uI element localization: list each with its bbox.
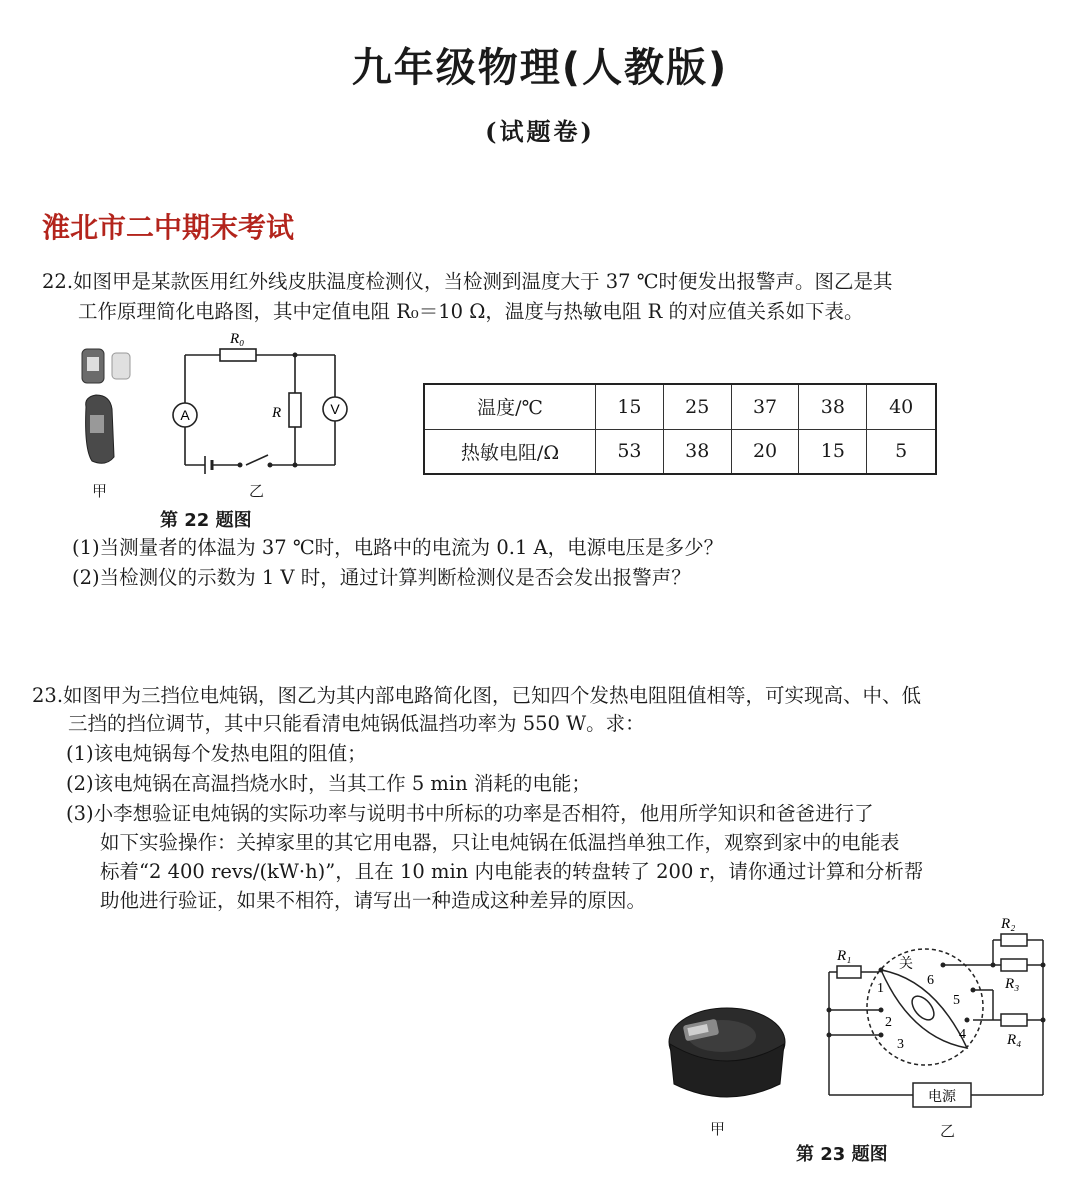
q22-sub1: (1)当测量者的体温为 37 ℃时，电路中的电流为 0.1 A，电源电压是多少？ (72, 536, 724, 559)
contact-4-label: 4 (959, 1027, 966, 1042)
r-label: R (272, 405, 282, 421)
r1-label: R₁ (837, 948, 852, 964)
contact-3-label: 3 (897, 1037, 904, 1052)
switch-contact-dot (268, 463, 273, 468)
q22-circuit-diagram (160, 325, 360, 475)
contact-2-label: 2 (885, 1015, 892, 1030)
voltmeter-label: V (330, 401, 340, 417)
table-cell: 20 (731, 429, 799, 474)
table-cell: 38 (663, 429, 731, 474)
q23-line2: 三挡的挡位调节，其中只能看清电炖锅低温挡功率为 550 W。求： (68, 712, 645, 735)
ammeter-label: A (180, 407, 190, 423)
contact-1-label: 1 (877, 981, 884, 996)
exam-name: 淮北市二中期末考试 (42, 211, 295, 244)
q23-figure-caption: 第 23 题图 (796, 1144, 888, 1165)
q23-line1: 23.如图甲为三挡位电炖锅，图乙为其内部电路简化图，已知四个发热电阻阻值相等，可实现高、中、低 (32, 684, 922, 707)
q22-figure-caption: 第 22 题图 (160, 510, 252, 531)
table-cell: 15 (596, 384, 664, 429)
rice-cooker-image (662, 992, 792, 1112)
resistance-temperature-table (423, 383, 937, 475)
table-cell: 15 (799, 429, 867, 474)
q22-line2: 工作原理简化电路图，其中定值电阻 R₀＝10 Ω，温度与热敏电阻 R 的对应值关系如下表。 (78, 300, 864, 323)
table-row (424, 384, 936, 429)
page-title: 九年级物理(人教版) (351, 45, 729, 91)
q23-sub3-line3: 标着“2 400 revs/(kW·h)”，且在 10 min 内电能表的转盘转了 200 r，请你通过计算和分析帮 (100, 860, 924, 883)
table-cell: 53 (596, 429, 664, 474)
thermometer-device-image (74, 345, 144, 475)
page-subtitle: (试题卷) (485, 117, 595, 146)
r3-label: R₃ (1005, 976, 1020, 992)
q23-circuit-diagram (815, 910, 1055, 1115)
power-source-label: 电源 (928, 1089, 956, 1105)
q22-sub2: (2)当检测仪的示数为 1 V 时，通过计算判断检测仪是否会发出报警声？ (72, 566, 691, 589)
r2-label: R₂ (1001, 916, 1016, 932)
table-header-temperature: 温度/℃ (424, 384, 596, 429)
table-header-resistance: 热敏电阻/Ω (424, 429, 596, 474)
q23-sub2: (2)该电炖锅在高温挡烧水时，当其工作 5 min 消耗的电能； (66, 772, 591, 795)
q23-sub3-line4: 助他进行验证，如果不相符，请写出一种造成这种差异的原因。 (100, 889, 647, 912)
q23-sub3-line2: 如下实验操作：关掉家里的其它用电器，只让电炖锅在低温挡单独工作，观察到家中的电能表 (100, 831, 900, 854)
switch-label: 关 (899, 957, 913, 972)
r4-label: R₄ (1007, 1032, 1022, 1048)
table-cell: 38 (799, 384, 867, 429)
q22-label-yi: 乙 (249, 482, 265, 500)
contact-6-label: 6 (927, 973, 934, 988)
contact-5-label: 5 (953, 993, 960, 1008)
table-row (424, 429, 936, 474)
table-cell: 37 (731, 384, 799, 429)
table-cell: 5 (867, 429, 936, 474)
q23-label-yi: 乙 (940, 1122, 956, 1140)
q23-sub1: (1)该电炖锅每个发热电阻的阻值； (66, 742, 367, 765)
table-cell: 25 (663, 384, 731, 429)
q22-label-jia: 甲 (92, 482, 108, 500)
switch-pivot-dot (238, 463, 243, 468)
q22-line1: 22.如图甲是某款医用红外线皮肤温度检测仪，当检测到温度大于 37 ℃时便发出报警声。图乙是其 (42, 270, 893, 293)
q23-label-jia: 甲 (710, 1120, 726, 1138)
q23-sub3-line1: (3)小李想验证电炖锅的实际功率与说明书中所标的功率是否相符，他用所学知识和爸爸进行了 (66, 802, 874, 825)
table-cell: 40 (867, 384, 936, 429)
r0-label: R₀ (230, 331, 245, 347)
